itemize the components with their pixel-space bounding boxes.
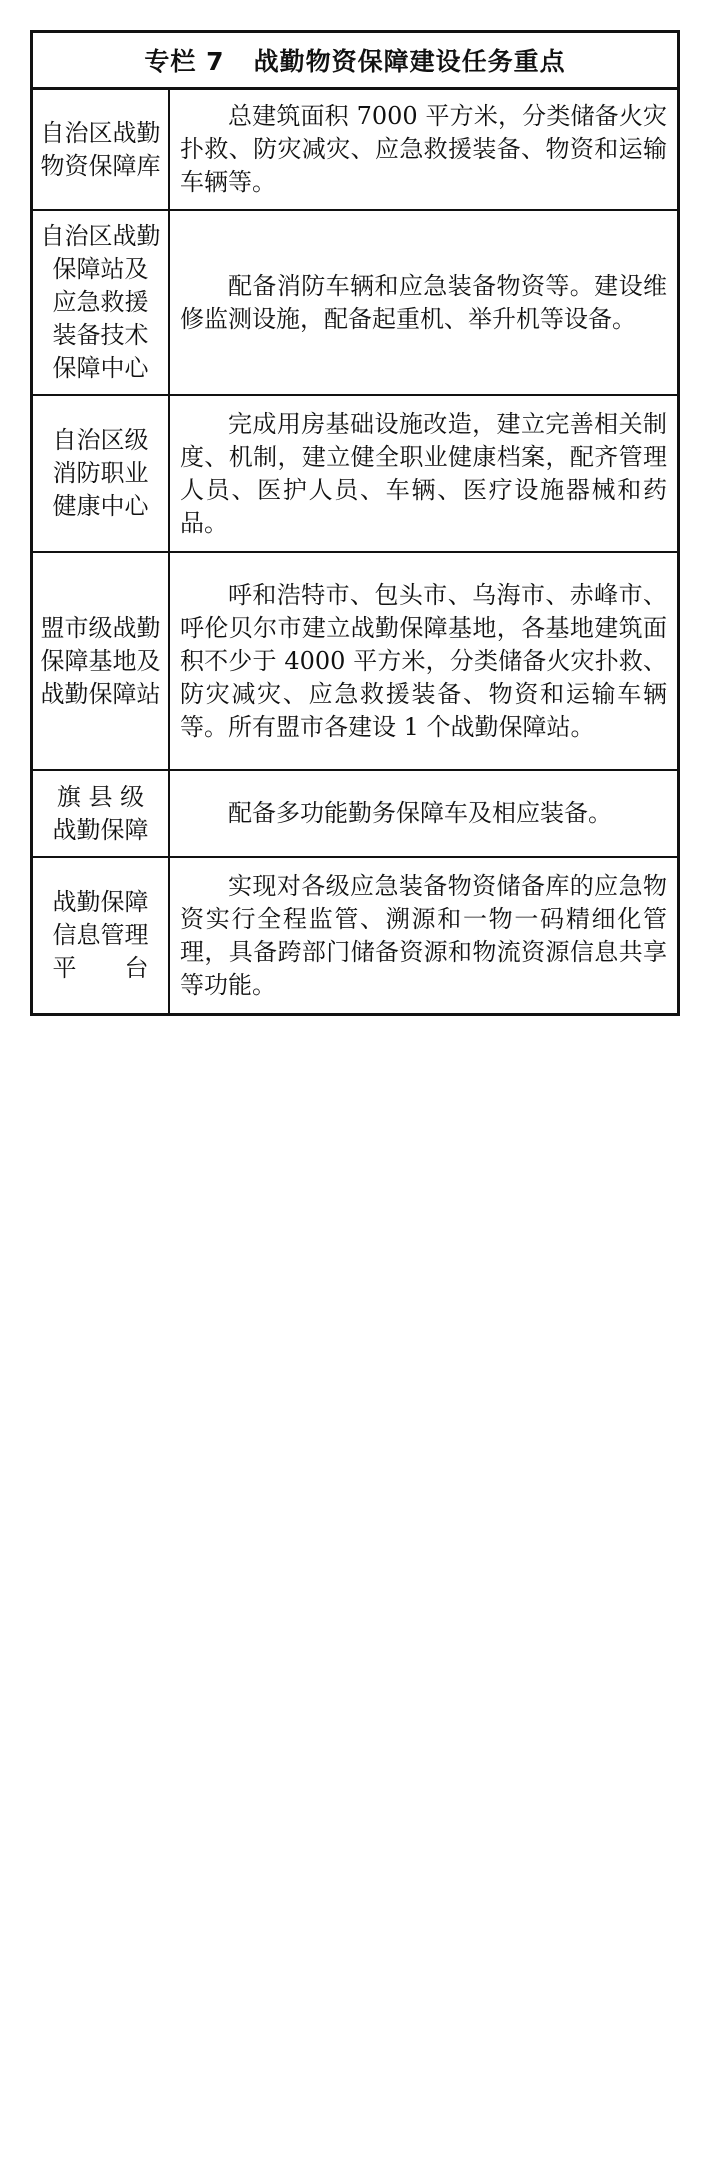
table-row [33,553,677,771]
row-description-cell [170,90,677,209]
row-category-cell [33,396,170,551]
row-description: 呼和浩特市、包头市、乌海市、赤峰市、呼伦贝尔市建立战勤保障基地，各基地建筑面积不少于 4000 平方米，分类储备火灾扑救、防灾减灾、应急救援装备、物资和运输车辆等。所有盟市各建设 1 个战勤保障站。 [180,580,667,741]
table-row [33,396,677,553]
row-description-cell [170,396,677,551]
row-description: 总建筑面积 7000 平方米，分类储备火灾扑救、防灾减灾、应急救援装备、物资和运输车辆等。 [180,102,667,196]
table-row [33,858,677,1013]
row-category: 旗 县 级 战勤保障 [52,782,149,844]
row-category: 自治区战勤 保障站及 应急救援 装备技术 保障中心 [40,222,161,382]
table-title: 专栏 7 战勤物资保障建设任务重点 [33,33,677,90]
table-row [33,211,677,396]
row-category: 战勤保障 信息管理 平 台 [52,888,149,982]
row-category: 自治区战勤 物资保障库 [40,118,161,180]
row-description: 完成用房基础设施改造，建立完善相关制度、机制，建立健全职业健康档案，配齐管理人员、医护人员、车辆、医疗设施器械和药品。 [180,409,667,537]
row-description-cell [170,858,677,1013]
row-category-cell [33,553,170,769]
table-row [33,771,677,858]
table-row [33,90,677,211]
row-category-cell [33,211,170,394]
task-table [30,30,680,1016]
row-category-cell [33,858,170,1013]
row-description-cell [170,211,677,394]
row-description: 实现对各级应急装备物资储备库的应急物资实行全程监管、溯源和一物一码精细化管理，具备跨部门储备资源和物流资源信息共享等功能。 [180,871,667,999]
row-description-cell [170,771,677,856]
row-description: 配备消防车辆和应急装备物资等。建设维修监测设施，配备起重机、举升机等设备。 [180,271,667,333]
row-description-cell [170,553,677,769]
row-category-cell [33,90,170,209]
row-description: 配备多功能勤务保障车及相应装备。 [228,799,612,827]
row-category-cell [33,771,170,856]
row-category: 自治区级 消防职业 健康中心 [52,426,149,520]
row-category: 盟市级战勤 保障基地及 战勤保障站 [40,613,161,708]
